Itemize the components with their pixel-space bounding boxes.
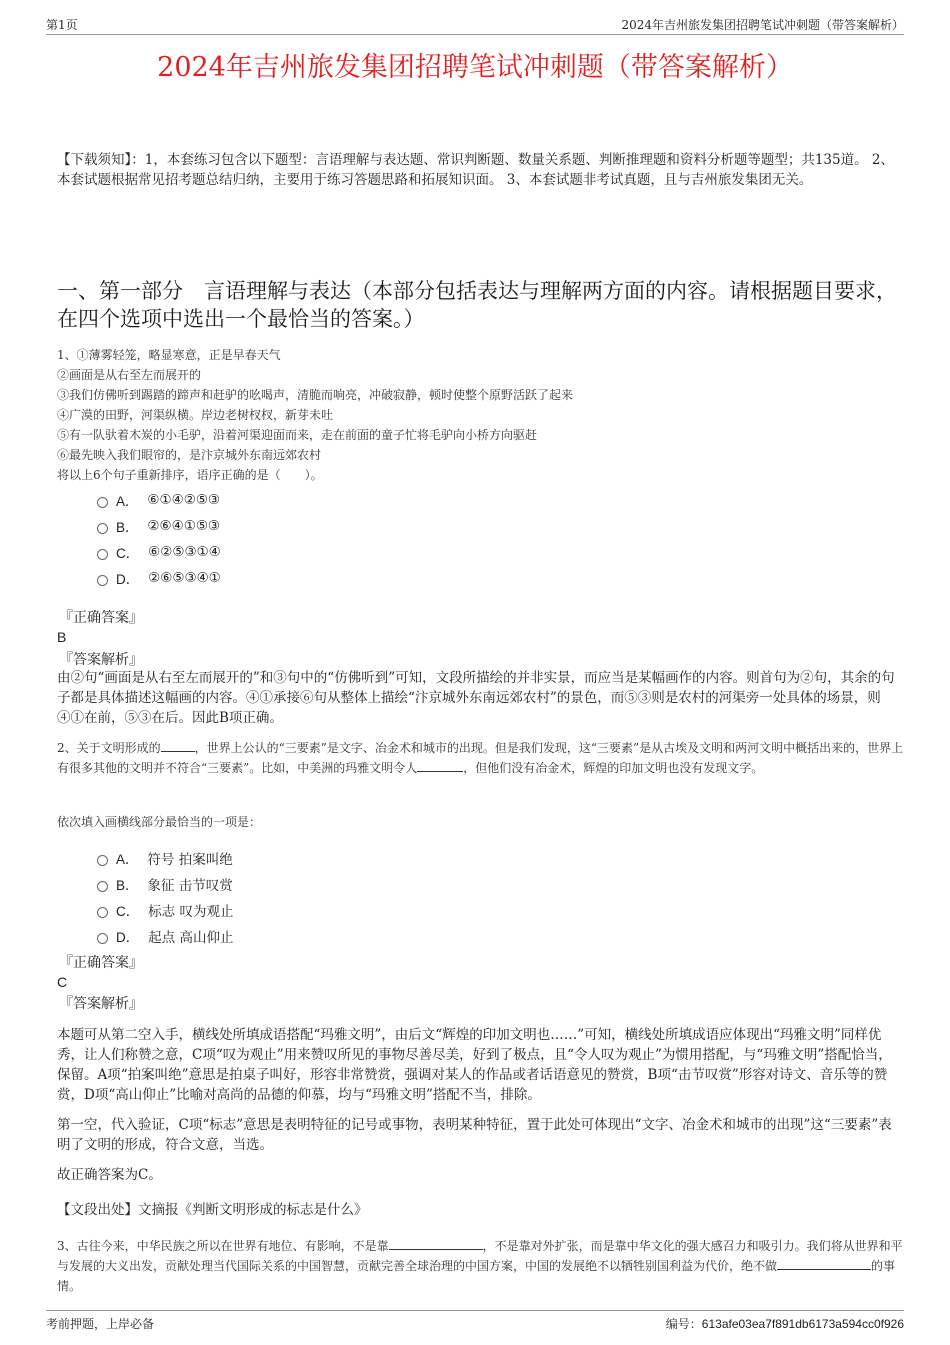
blank-1 — [161, 739, 195, 752]
radio-icon[interactable] — [97, 933, 108, 944]
page-number: 第1页 — [46, 18, 78, 32]
option-d[interactable]: D． 起点 高山仰止 — [97, 923, 233, 949]
explanation-heading: 『答案解析』 — [59, 652, 143, 668]
q1-line: 1、①薄雾轻笼，略显寒意，正是早春天气 — [57, 348, 281, 362]
explanation-conclusion: 故正确答案为C。 — [57, 1167, 162, 1183]
answer-heading: 『正确答案』 — [59, 955, 143, 971]
option-a[interactable]: A． ⑥①④②⑤③ — [97, 487, 221, 513]
q1-line: ⑤有一队驮着木炭的小毛驴，沿着河渠迎面而来，走在前面的童子忙将毛驴向小桥方向驱赶 — [57, 428, 538, 442]
explanation-text: 由②句“画面是从右至左而展开的”和③句中的“仿佛听到”可知，文段所描绘的并非实景，而应当是某幅画作的内容。则首句为②句，其余的句子都是具体描述这幅画的内容。④①承接⑥句从整体上描绘“汴京城外东南远郊农村”的景色，而⑤③则是农村的河渠旁一处具体的场景，则④①在前，⑤③在后。因此B项正确。 — [57, 670, 895, 726]
explanation-paragraph: 第一空，代入验证，C项“标志”意思是表明特征的记号或事物，表明某种特征，置于此处可体现出“文字、冶金术和城市的出现”这“三要素”表明了文明的形成，符合文意，当选。 — [57, 1117, 892, 1153]
q1-line: ④广漠的田野，河渠纵横。岸边老树杈杈，新芽未吐 — [57, 408, 334, 422]
option-c[interactable]: C． ⑥②⑤③①④ — [97, 539, 221, 565]
option-b[interactable]: B． ②⑥④①⑤③ — [97, 513, 221, 539]
radio-icon[interactable] — [97, 523, 108, 534]
source-citation: 【文段出处】文摘报《判断文明形成的标志是什么》 — [57, 1202, 368, 1218]
header-doc-title: 2024年吉州旅发集团招聘笔试冲刺题（带答案解析） — [621, 18, 904, 32]
footer-code: 编号：613afe03ea7f891db6173a594cc0f926 — [665, 1317, 904, 1331]
blank-1 — [389, 1237, 483, 1250]
question-1-options — [97, 487, 221, 591]
option-b[interactable]: B． 象征 击节叹赏 — [97, 871, 233, 897]
radio-icon[interactable] — [97, 497, 108, 508]
answer-value: C — [57, 974, 68, 990]
q1-line: 将以上6个句子重新排序，语序正确的是（ ）。 — [57, 468, 323, 482]
q1-line: ③我们仿佛听到踢踏的蹄声和赶驴的吆喝声，清脆而响亮，冲破寂静，顿时使整个原野活跃了起来 — [57, 388, 574, 402]
option-c[interactable]: C． 标志 叹为观止 — [97, 897, 233, 923]
radio-icon[interactable] — [97, 575, 108, 586]
question-2-options — [97, 845, 233, 949]
explanation-heading: 『答案解析』 — [59, 996, 143, 1012]
page-title: 2024年吉州旅发集团招聘笔试冲刺题（带答案解析） — [157, 52, 793, 83]
question-2-prompt: 依次填入画横线部分最恰当的一项是： — [57, 815, 262, 829]
question-3-stem: 3、古往今来，中华民族之所以在世界有地位、有影响，不是靠 ，不是靠对外扩张，而是靠中华文化的强大感召力和吸引力。我们将从世界和平与发展的大义出发，贡献处理当代国际关系的中国智慧，贡献完善全球治理的中国方案，中国的发展绝不以牺牲别国利益为代价，绝不做 的事情。 — [57, 1239, 903, 1293]
answer-heading: 『正确答案』 — [59, 610, 143, 626]
option-a[interactable]: A． 符号 拍案叫绝 — [97, 845, 233, 871]
page-footer — [46, 1310, 904, 1335]
radio-icon[interactable] — [97, 855, 108, 866]
radio-icon[interactable] — [97, 881, 108, 892]
answer-value: B — [57, 629, 67, 645]
q1-line: ②画面是从右至左而展开的 — [57, 368, 202, 382]
section-heading: 一、第一部分 言语理解与表达（本部分包括表达与理解两方面的内容。请根据题目要求，在四个选项中选出一个最恰当的答案。） — [57, 279, 897, 331]
blank-2 — [417, 759, 463, 772]
page-header — [46, 14, 904, 35]
explanation-paragraph: 本题可从第二空入手，横线处所填成语搭配“玛雅文明”，由后文“辉煌的印加文明也……”可知，横线处所填成语应体现出“玛雅文明”同样优秀，让人们称赞之意，C项“叹为观止”用来赞叹所见的事物尽善尽美，好到了极点，且“令人叹为观止”为惯用搭配，与“玛雅文明”搭配恰当，保留。A项“拍案叫绝”意思是拍桌子叫好，形容非常赞赏，强调对某人的作品或者话语意见的赞赏，B项“击节叹赏”形容对诗文、音乐等的赞赏，D项“高山仰止”比喻对高尚的品德的仰慕，均与“玛雅文明”搭配不当，排除。 — [57, 1027, 892, 1103]
download-notice: 【下载须知】：1，本套练习包含以下题型：言语理解与表达题、常识判断题、数量关系题、判断推理题和资料分析题等题型；共135道。 2、本套试题根据常见招考题总结归纳，主要用于练习答题思路和拓展知识面。 3、本套试题非考试真题，且与吉州旅发集团无关。 — [57, 152, 894, 188]
radio-icon[interactable] — [97, 549, 108, 560]
blank-2 — [777, 1257, 871, 1270]
question-1-stem — [57, 345, 907, 485]
option-d[interactable]: D． ②⑥⑤③④① — [97, 565, 221, 591]
question-2-stem: 2、关于文明形成的 ，世界上公认的“三要素”是文字、冶金术和城市的出现。但是我们发现，这“三要素”是从古埃及文明和两河文明中概括出来的，世界上有很多其他的文明并不符合“三要素”。比如，中美洲的玛雅文明令人 ，但他们没有冶金术，辉煌的印加文明也没有发现文字。 — [57, 741, 904, 775]
footer-slogan: 考前押题，上岸必备 — [46, 1317, 155, 1331]
q1-line: ⑥最先映入我们眼帘的，是汴京城外东南远郊农村 — [57, 448, 322, 462]
radio-icon[interactable] — [97, 907, 108, 918]
